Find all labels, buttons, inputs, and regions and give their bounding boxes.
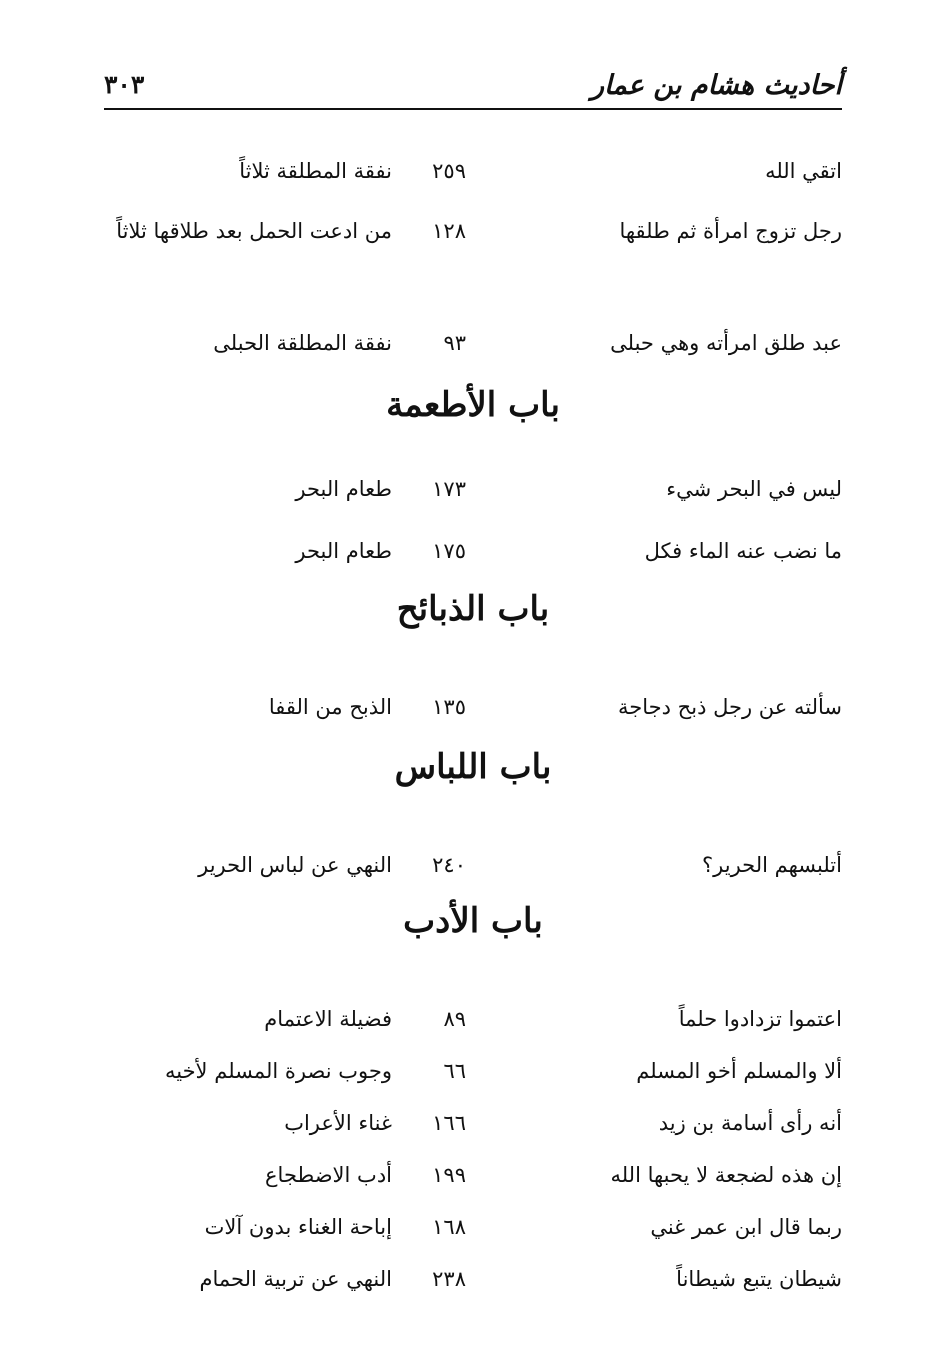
- hadith-number: ٩٣: [443, 331, 466, 355]
- hadith-number: ١٦٨: [432, 1215, 466, 1239]
- hadith-phrase: عبد طلق امرأته وهي حبلى: [610, 331, 842, 355]
- chapter-heading: باب الأدب: [403, 901, 543, 941]
- hadith-phrase: رجل تزوج امرأة ثم طلقها: [619, 219, 842, 243]
- hadith-number: ٨٩: [443, 1007, 466, 1031]
- hadith-number: ١٧٥: [432, 539, 466, 563]
- hadith-topic: نفقة المطلقة الحبلى: [213, 331, 392, 355]
- hadith-number: ١٣٥: [432, 695, 466, 719]
- index-row: [104, 844, 842, 896]
- hadith-phrase: اعتموا تزدادوا حلماً: [678, 1007, 842, 1031]
- index-row: [104, 1102, 842, 1154]
- hadith-number: ٢٣٨: [432, 1267, 466, 1291]
- hadith-phrase: اتقي الله: [765, 159, 842, 183]
- running-title: أحاديث هشام بن عمار: [591, 70, 842, 101]
- hadith-phrase: أنه رأى أسامة بن زيد: [658, 1111, 842, 1135]
- hadith-number: ١٧٣: [432, 477, 466, 501]
- chapter-heading: باب الذبائح: [396, 589, 550, 629]
- hadith-topic: فضيلة الاعتمام: [264, 1007, 392, 1031]
- hadith-phrase: سألته عن رجل ذبح دجاجة: [618, 695, 842, 719]
- hadith-topic: طعام البحر: [295, 477, 392, 501]
- index-content: [104, 150, 842, 1310]
- hadith-topic: الذبح من القفا: [268, 695, 392, 719]
- hadith-number: ١٢٨: [432, 219, 466, 243]
- page-header: [104, 68, 842, 110]
- index-row: [104, 322, 842, 380]
- hadith-phrase: ألا والمسلم أخو المسلم: [636, 1059, 842, 1083]
- index-row: [104, 1154, 842, 1206]
- index-row: [104, 1050, 842, 1102]
- hadith-topic: إباحة الغناء بدون آلات: [204, 1215, 392, 1239]
- index-row: [104, 686, 842, 742]
- hadith-number: ٦٦: [443, 1059, 466, 1083]
- hadith-number: ١٩٩: [432, 1163, 466, 1187]
- hadith-topic: النهي عن لباس الحرير: [198, 853, 392, 877]
- hadith-topic: أدب الاضطجاع: [265, 1163, 392, 1187]
- hadith-phrase: ليس في البحر شيء: [666, 477, 842, 501]
- page-number: ٣٠٣: [104, 70, 145, 99]
- index-row: [104, 210, 842, 322]
- hadith-number: ٢٥٩: [432, 159, 466, 183]
- hadith-phrase: إن هذه لضجعة لا يحبها الله: [610, 1163, 842, 1187]
- hadith-topic: النهي عن تربية الحمام: [199, 1267, 392, 1291]
- hadith-number: ١٦٦: [432, 1111, 466, 1135]
- index-row: [104, 1258, 842, 1310]
- index-row: [104, 998, 842, 1050]
- chapter-heading: باب الأطعمة: [386, 385, 560, 425]
- chapter-heading: باب اللباس: [394, 747, 552, 787]
- index-row: [104, 530, 842, 584]
- hadith-phrase: ربما قال ابن عمر غني: [650, 1215, 842, 1239]
- hadith-number: ٢٤٠: [432, 853, 466, 877]
- index-row: [104, 468, 842, 530]
- hadith-phrase: أتلبسهم الحرير؟: [702, 853, 842, 877]
- hadith-topic: طعام البحر: [295, 539, 392, 563]
- index-row: [104, 150, 842, 210]
- index-row: [104, 1206, 842, 1258]
- hadith-phrase: شيطان يتبع شيطاناً: [676, 1267, 842, 1291]
- hadith-topic: وجوب نصرة المسلم لأخيه: [164, 1059, 392, 1083]
- hadith-topic: نفقة المطلقة ثلاثاً: [239, 159, 392, 183]
- hadith-phrase: ما نضب عنه الماء فكل: [644, 539, 842, 563]
- hadith-topic: من ادعت الحمل بعد طلاقها ثلاثاً: [116, 219, 392, 243]
- hadith-topic: غناء الأعراب: [284, 1111, 392, 1135]
